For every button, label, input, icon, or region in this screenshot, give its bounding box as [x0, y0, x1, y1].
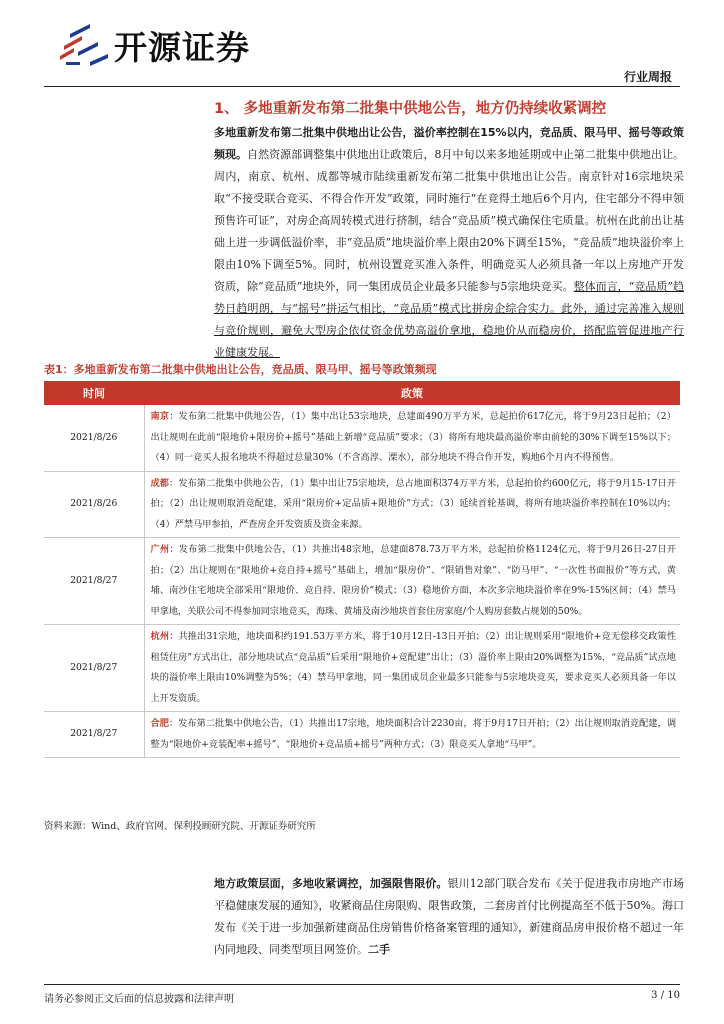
table-source: 资料来源：Wind、政府官网、保利投顾研究院、开源证券研究所 [44, 821, 316, 832]
row-city: 南京 [150, 411, 170, 422]
policy-paragraph [214, 873, 684, 961]
header-divider [44, 86, 680, 87]
table-row [44, 405, 680, 471]
policy-body: 银川12部门联合发布《关于促进我市房地产市场平稳健康发展的通知》，收紧商品住房限购、限售政策，二套房首付比例提高至不低于50%。海口发布《关于进一步加强新建商品住房销售价格备案管理的通知》，新建商品房申报价格不超过一年内同地段、同类型项目网签价。 [214, 877, 684, 956]
row-policy [144, 405, 680, 471]
row-date: 2021/8/27 [44, 538, 144, 625]
row-text: ：发布第二批集中供地公告，（1）集中出让53宗地块，总建面490万平方米，总起拍价617亿元，将于9月23日起拍；（2）出让规则在此前“限地价+限房价+摇号”基础上新增“竞品质”要求；（3）将所有地块最高溢价率由前轮的30%下调至15%以下；（4）同一竞买人报名地块不得超过总量30%（不含高淳、溧水），部分地块不得合作开发，购地6个月内不得预售。 [150, 411, 676, 463]
policy-table [44, 381, 680, 758]
row-text: ：发布第二批集中供地公告，（1）共推出48宗地，总建面878.73万平方米，总起拍价格1124亿元，将于9月26日-27日开拍；（2）出让规则在“限地价+竞自持+摇号”基础上，增加“限房价”、“限销售对象”、“防马甲”、“一次性书面报价”等方式，黄埔、南沙住宅地块全部采用“限地价、竞自持、限房价”模式；（3）稳地价方面，本次多宗地块溢价率在9%-15%区间；（4）禁马甲拿地，关联公司不得参加同宗地竞买，海珠、黄埔及南沙地块首套住房家庭/个人购房套数占规划的50%。 [150, 544, 677, 617]
column-header-time: 时间 [44, 381, 144, 405]
row-city: 杭州 [150, 631, 170, 642]
table-row [44, 712, 680, 758]
table-row [44, 625, 680, 712]
paragraph-conclusion: 整体而言，“竞品质”趋势日趋明朗，与“摇号”拼运气相比，“竞品质”模式比拼房企综合实力。此外，通过完善准入规则与竞价规则，避免大型房企依仗资金优势高溢价拿地，稳地价从而稳房价，搭配监管促进地产行业健康发展。 [214, 280, 685, 359]
section-paragraph [214, 122, 684, 364]
row-text: ：发布第二批集中供地公告，（1）共推出17宗地，地块面积合计2230亩，将于9月17日开拍；（2）出让规则取消竞配建，调整为“限地价+竞装配率+摇号”、“限地价+竞品质+摇号”两种方式；（3）限竞买人拿地“马甲”。 [150, 718, 677, 750]
column-header-policy: 政策 [144, 381, 680, 405]
row-policy [144, 712, 680, 758]
row-date: 2021/8/27 [44, 712, 144, 758]
table-caption: 表1：多地重新发布第二批集中供地出让公告，竞品质、限马甲、摇号等政策频现 [44, 363, 437, 376]
paragraph-lead: 多地重新发布第二批集中供地出让公告，溢价率控制在15%以内，竞品质、限马甲、摇号等政策频现。 [214, 126, 684, 161]
row-date: 2021/8/26 [44, 471, 144, 538]
row-policy [144, 538, 680, 625]
footer-disclaimer: 请务必参阅正文后面的信息披露和法律声明 [44, 994, 234, 1005]
section-title: 1、 多地重新发布第二批集中供地公告，地方仍持续收紧调控 [214, 101, 607, 117]
row-date: 2021/8/26 [44, 405, 144, 471]
page-number: 3 / 10 [651, 990, 680, 1001]
row-text: ：发布第二批集中供地公告，（1）集中出让75宗地块，总占地面积374万平方米，总起拍价约600亿元，将于9月15-17日开拍；（2）出让规则取消竞配建，采用“限房价+定品质+限地价”方式；（3）延续首轮基调，将所有地块溢价率控制在10%以内；（4）严禁马甲参拍，严查房企开发资质及资金来源。 [150, 477, 677, 530]
footer-divider [44, 984, 680, 985]
row-city: 成都 [150, 477, 170, 489]
policy-lead: 地方政策层面，多地收紧调控，加强限售限价。 [214, 877, 448, 890]
table-row [44, 538, 680, 625]
paragraph-body: 自然资源部调整集中供地出让政策后，8月中旬以来多地延期或中止第二批集中供地出让。周内，南京、杭州、成都等城市陆续重新发布第二批集中供地出让公告。南京针对16宗地块采取“不接受联合竞买、不得合作开发”政策，同时施行“在竞得土地后6个月内，住宅部分不得申领预售许可证”，对房企高周转模式进行挤制，结合“竞品质”模式确保住宅质量。杭州在此前出让基础上进一步调低溢价率，非“竞品质”地块溢价率上限由20%下调至15%，“竞品质”地块溢价率上限由10%下调至5%。同时，杭州设置竞买准入条件，明确竞买人必须具备一年以上房地产开发资质，除“竞品质”地块外，同一集团成员企业最多只能参与5宗地块竞买。 [214, 148, 685, 293]
row-city: 合肥 [150, 718, 169, 729]
logo-text: 开源证券 [114, 28, 250, 67]
row-date: 2021/8/27 [44, 625, 144, 712]
report-type: 行业周报 [623, 70, 672, 84]
policy-tail: 二手 [368, 943, 390, 956]
row-text: ：共推出31宗地，地块面积约191.53万平方米，将于10月12日-13日开拍；（2）出让规则采用“限地价+竞无偿移交政策性租赁住房”方式出让，部分地块试点“竞品质”后采用“限地价+竞配建”出让；（3）溢价率上限由20%调整为15%，“竞品质”试点地块的溢价率上限由10%调整为5%；（4）禁马甲拿地，同一集团成员企业最多只能参与5宗地块竞买，要求竞买人必须具备一年以上开发资质。 [150, 631, 677, 704]
table-row [44, 471, 680, 538]
row-policy [144, 471, 680, 538]
row-city: 广州 [150, 544, 170, 555]
row-policy [144, 625, 680, 712]
